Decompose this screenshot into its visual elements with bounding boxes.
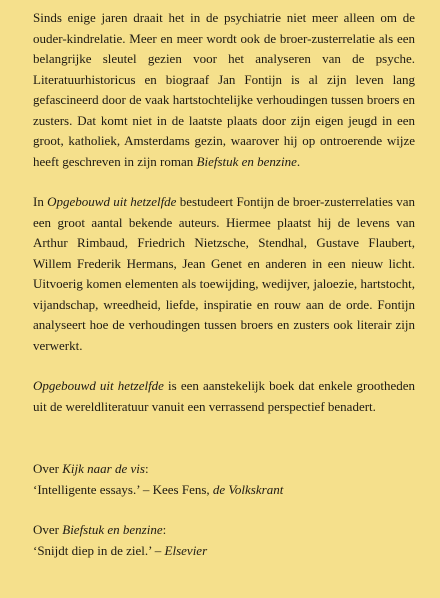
review-1: [33, 459, 415, 500]
spacer: [33, 172, 415, 192]
review-quote: ‘Intelligente essays.’ – Kees Fens, de Volkskrant: [33, 481, 284, 497]
blurb-text: In: [33, 194, 48, 209]
blurb-paragraph-2: [33, 192, 415, 356]
review-source: de Volkskrant: [212, 481, 284, 497]
review-2: [33, 520, 415, 561]
blurb-paragraph-3: [33, 376, 415, 417]
blurb-text: Sinds enige jaren draait het in de psychiatrie niet meer alleen om de ouder-kindrelatie. Meer en meer wordt ook de broer-zusterrelatie als een belangrijke sleutel gezien voor het analyseren van de psyche. Literatuurhistoricus en biograaf Jan Fontijn is al zijn leven lang gefascineerd door de vaak hartstochtelijke verhoudingen tussen broers en zusters. Dat komt niet in de laatste plaats door zijn eigen jeugd in een groot, katholiek, Amsterdams gezin, waarover hij op ontroerende wijze heeft geschreven in zijn roman: [33, 10, 415, 169]
spacer: [33, 356, 415, 376]
review-book-title: Biefstuk en benzine: [62, 522, 163, 537]
review-source: Elsevier: [164, 542, 208, 558]
spacer: [33, 500, 415, 520]
book-title: Opgebouwd uit hetzelfde: [33, 378, 164, 393]
blurb-text: bestudeert Fontijn de broer-zusterrelaties van een groot aantal bekende auteurs. Hiermee plaatst hij de levens van Arthur Rimbaud, Friedrich Nietzsche, Stendhal, Gustave Flaubert, Willem Frederik Hermans, Jean Genet en anderen in een nieuw licht. Uitvoerig komen elementen als toewijding, wedijver, jaloezie, hartstocht, vijandschap, wreedheid, liefde, inspiratie en rouw aan de orde. Fontijn analyseert hoe de verhoudingen tussen broers en zusters ook literair zijn verwerkt.: [33, 194, 415, 353]
back-cover-text: [33, 8, 415, 561]
review-heading: Over Kijk naar de vis:: [33, 461, 149, 476]
punctuation: .: [296, 153, 301, 169]
spacer: [33, 417, 415, 459]
review-heading: Over Biefstuk en benzine:: [33, 522, 167, 537]
review-book-title: Kijk naar de vis: [62, 461, 145, 476]
blurb-text: is een aanstekelijk boek dat enkele grootheden uit de wereldliteratuur vanuit een verrassend perspectief benadert.: [33, 378, 415, 414]
book-title: Biefstuk en benzine: [196, 153, 297, 169]
book-title: Opgebouwd uit hetzelfde: [47, 194, 177, 209]
blurb-paragraph-1: [33, 8, 415, 172]
review-quote: ‘Snijdt diep in de ziel.’ – Elsevier: [33, 542, 208, 558]
